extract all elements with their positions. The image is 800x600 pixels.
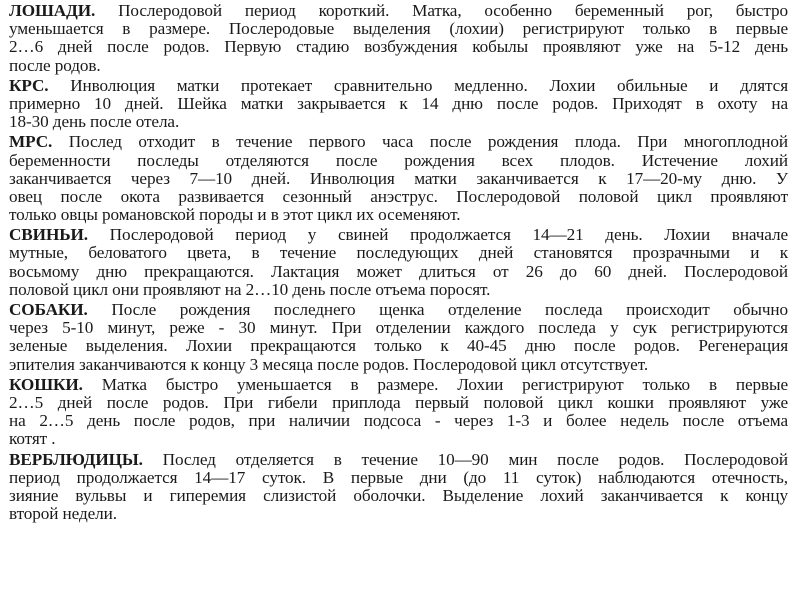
text-line: котят . bbox=[9, 429, 56, 449]
text-line bbox=[9, 133, 788, 151]
text-line bbox=[9, 77, 788, 95]
text-line: овец после окота развивается сезонный анэструс. Послеродовой половой цикл проявляют bbox=[9, 186, 788, 206]
text-line: 2…5 дней после родов. При гибели приплода первый половой цикл кошки проявляют уже bbox=[9, 392, 788, 412]
text-line: 2…6 дней после родов. Первую стадию возбуждения кобылы проявляют уже на 5-12 день bbox=[9, 37, 788, 57]
text-line-content: Послеродовой период короткий. Матка, особенно беременный рог, быстро bbox=[95, 1, 788, 20]
text-line bbox=[9, 226, 788, 244]
text-line: после родов. bbox=[9, 55, 101, 75]
text-line-content: После рождения последнего щенка отделение последа происходит обычно bbox=[87, 300, 788, 319]
document-body bbox=[9, 2, 788, 525]
paragraph-heading: КРС. bbox=[9, 75, 49, 95]
text-line: заканчивается через 7—10 дней. Инволюция матки заканчивается к 17—20-му дню. У bbox=[9, 168, 788, 188]
paragraph-pigs bbox=[9, 226, 788, 299]
text-line: период продолжается 14—17 суток. В первые дни (до 11 суток) наблюдаются отечность, bbox=[9, 467, 788, 487]
text-line: 18-30 день после отела. bbox=[9, 112, 180, 132]
paragraph-camels bbox=[9, 451, 788, 524]
paragraph-heading: СВИНЬИ. bbox=[9, 225, 88, 245]
text-line: зияние вульвы и гиперемия слизистой оболочки. Выделение лохий заканчивается к концу bbox=[9, 485, 788, 505]
text-line bbox=[9, 2, 788, 20]
text-line: восьмому дню прекращаются. Лактация может длиться от 26 до 60 дней. Послеродовой bbox=[9, 261, 788, 281]
paragraph-heading: ЛОШАДИ. bbox=[9, 1, 96, 20]
text-line: на 2…5 день после родов, при наличии подсоса - через 1-3 и более недель после отъема bbox=[9, 411, 788, 431]
paragraph-heading: СОБАКИ. bbox=[9, 300, 88, 319]
text-line bbox=[9, 376, 788, 394]
text-line-content: Послеродовой период у свиней продолжается 14—21 день. Лохии вначале bbox=[87, 225, 788, 245]
text-line: второй недели. bbox=[9, 504, 117, 524]
paragraph-cats bbox=[9, 376, 788, 449]
text-line: примерно 10 дней. Шейка матки закрывается к 14 дню после родов. Приходят в охоту на bbox=[9, 93, 788, 113]
paragraph-dogs bbox=[9, 301, 788, 374]
text-line: зеленые выделения. Лохии прекращаются только к 40-45 дню после родов. Регенерация bbox=[9, 336, 788, 356]
paragraph-heading: КОШКИ. bbox=[9, 374, 83, 394]
text-line: уменьшается в размере. Послеродовые выделения (лохии) регистрируют только в первые bbox=[9, 19, 788, 39]
text-line bbox=[9, 301, 788, 319]
text-line: эпителия заканчиваются к концу 3 месяца после родов. Послеродовой цикл отсутствует. bbox=[9, 354, 649, 374]
paragraph-horses bbox=[9, 2, 788, 75]
paragraph-small-ruminants bbox=[9, 133, 788, 224]
text-line-content: Послед отделяется в течение 10—90 мин после родов. Послеродовой bbox=[142, 449, 788, 469]
text-line-content: Послед отходит в течение первого часа после рождения плода. При многоплодной bbox=[52, 132, 788, 152]
text-line: через 5-10 минут, реже - 30 минут. При отделении каждого последа у сук регистрируются bbox=[9, 318, 788, 338]
text-line-content: Матка быстро уменьшается в размере. Лохии регистрируют только в первые bbox=[82, 374, 788, 394]
text-line-content: Инволюция матки протекает сравнительно медленно. Лохии обильные и длятся bbox=[48, 75, 788, 95]
text-line bbox=[9, 451, 788, 469]
text-line: только овцы романовской породы и в этот цикл их осеменяют. bbox=[9, 205, 461, 225]
text-line: беременности последы отделяются после рождения всех плодов. Истечение лохий bbox=[9, 150, 788, 170]
text-line: половой цикл они проявляют на 2…10 день после отъема поросят. bbox=[9, 279, 491, 299]
paragraph-cattle bbox=[9, 77, 788, 132]
paragraph-heading: МРС. bbox=[9, 132, 53, 152]
paragraph-heading: ВЕРБЛЮДИЦЫ. bbox=[9, 449, 143, 469]
text-line: мутные, беловатого цвета, в течение последующих дней становятся прозрачными и к bbox=[9, 243, 788, 263]
